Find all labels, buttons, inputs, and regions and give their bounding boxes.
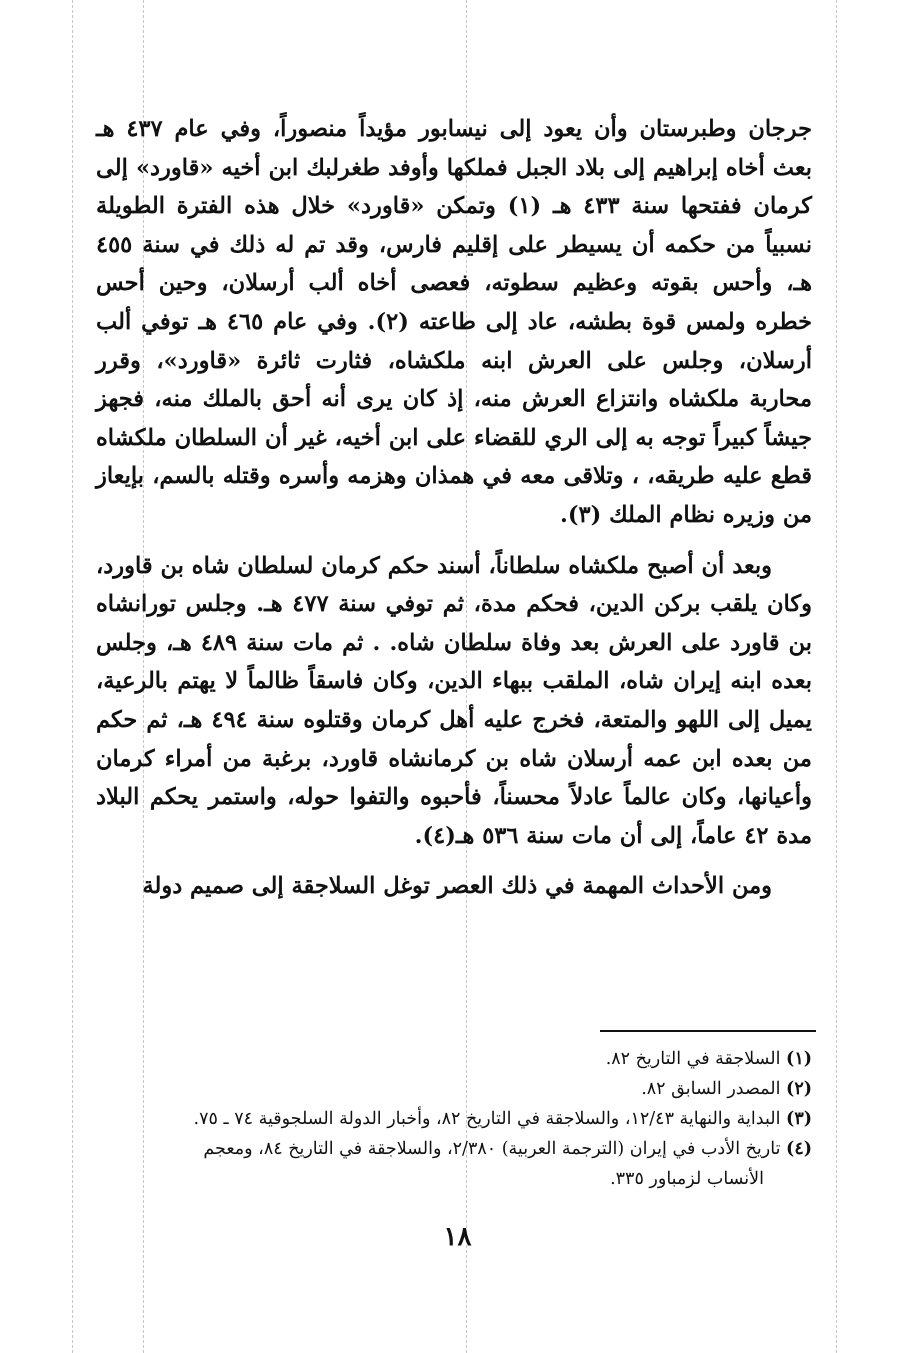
footnote xyxy=(100,1044,812,1074)
footnote-text: السلاجقة في التاريخ ٨٢. xyxy=(605,1049,781,1069)
body-paragraph: ومن الأحداث المهمة في ذلك العصر توغل السلاجقة إلى صميم دولة xyxy=(142,873,772,900)
footnote-text: المصدر السابق ٨٢. xyxy=(641,1079,781,1099)
footnote xyxy=(100,1074,812,1104)
footnotes xyxy=(100,1044,812,1194)
body-paragraph: جرجان وطبرستان وأن يعود إلى نيسابور مؤيداً منصوراً، وفي عام ٤٣٧ هـ بعث أخاه إبراهيم إلى بلاد الجبل فملكها وأوفد طغرلبك ابن أخيه «قاورد» إلى كرمان ففتحها سنة ٤٣٣ هـ (١) وتمكن «قاورد» خلال هذه الفترة الطويلة نسبياً من حكمه أن يسيطر على إقليم فارس، وقد تم له ذلك في سنة ٤٥٥ هـ، وأحس بقوته وعظيم سطوته، فعصى أخاه ألب أرسلان، وحين أحس خطره ولمس قوة بطشه، عاد إلى طاعته (٢). وفي عام ٤٦٥ هـ توفي ألب أرسلان، وجلس على العرش ابنه ملكشاه، فثارت ثائرة «قاورد»، وقرر محاربة ملكشاه وانتزاع العرش منه، إذ كان يرى أنه أحق بالملك منه، فجهز جيشاً كبيراً توجه به إلى الري للقضاء على ابن أخيه، غير أن السلطان ملكشاه قطع عليه طريقه، ، وتلاقى معه في همذان وهزمه وأسره وقتله بالسم، بإيعاز من وزيره نظام الملك (٣). xyxy=(96,116,812,528)
footnote-number: (٤) xyxy=(786,1139,812,1159)
footnote-text: البداية والنهاية ١٢/٤٣، والسلاجقة في التاريخ ٨٢، وأخبار الدولة السلجوقية ٧٤ ـ ٧٥. xyxy=(193,1109,781,1129)
footnote-number: (٣) xyxy=(786,1109,812,1129)
footnote xyxy=(100,1134,812,1164)
footnote-number: (١) xyxy=(786,1049,812,1069)
body-paragraph: وبعد أن أصبح ملكشاه سلطاناً، أسند حكم كرمان لسلطان شاه بن قاورد، وكان يلقب بركن الدين، فحكم مدة، ثم توفي سنة ٤٧٧ هـ. وجلس تورانشاه بن قاورد على العرش بعد وفاة سلطان شاه. . ثم مات سنة ٤٨٩ هـ، وجلس بعده ابنه إيران شاه، الملقب ببهاء الدين، وكان فاسقاً ظالماً لا يهتم بالرعية، يميل إلى اللهو والمتعة، فخرج عليه أهل كرمان وقتلوه سنة ٤٩٤ هـ، ثم حكم من بعده ابن عمه أرسلان شاه بن كرمانشاه قاورد، برغبة من أمراء كرمان وأعيانها، وكان عالماً عادلاً محسناً، فأحبوه والتفوا حوله، واستمر يحكم البلاد مدة ٤٢ عاماً، إلى أن مات سنة ٥٣٦ هـ(٤). xyxy=(96,552,812,849)
footnote-continuation: الأنساب لزمباور ٣٣٥. xyxy=(610,1169,764,1189)
main-text xyxy=(96,110,812,906)
scan-fold-line xyxy=(836,0,837,1353)
footnote xyxy=(100,1104,812,1134)
scan-fold-line xyxy=(72,0,73,1353)
footnote-separator xyxy=(600,1030,816,1032)
page-number: ١٨ xyxy=(443,1222,472,1252)
footnote-text: تاريخ الأدب في إيران (الترجمة العربية) ٢/٣٨٠، والسلاجقة في التاريخ ٨٤، ومعجم xyxy=(203,1139,781,1159)
footnote-number: (٢) xyxy=(786,1079,812,1099)
